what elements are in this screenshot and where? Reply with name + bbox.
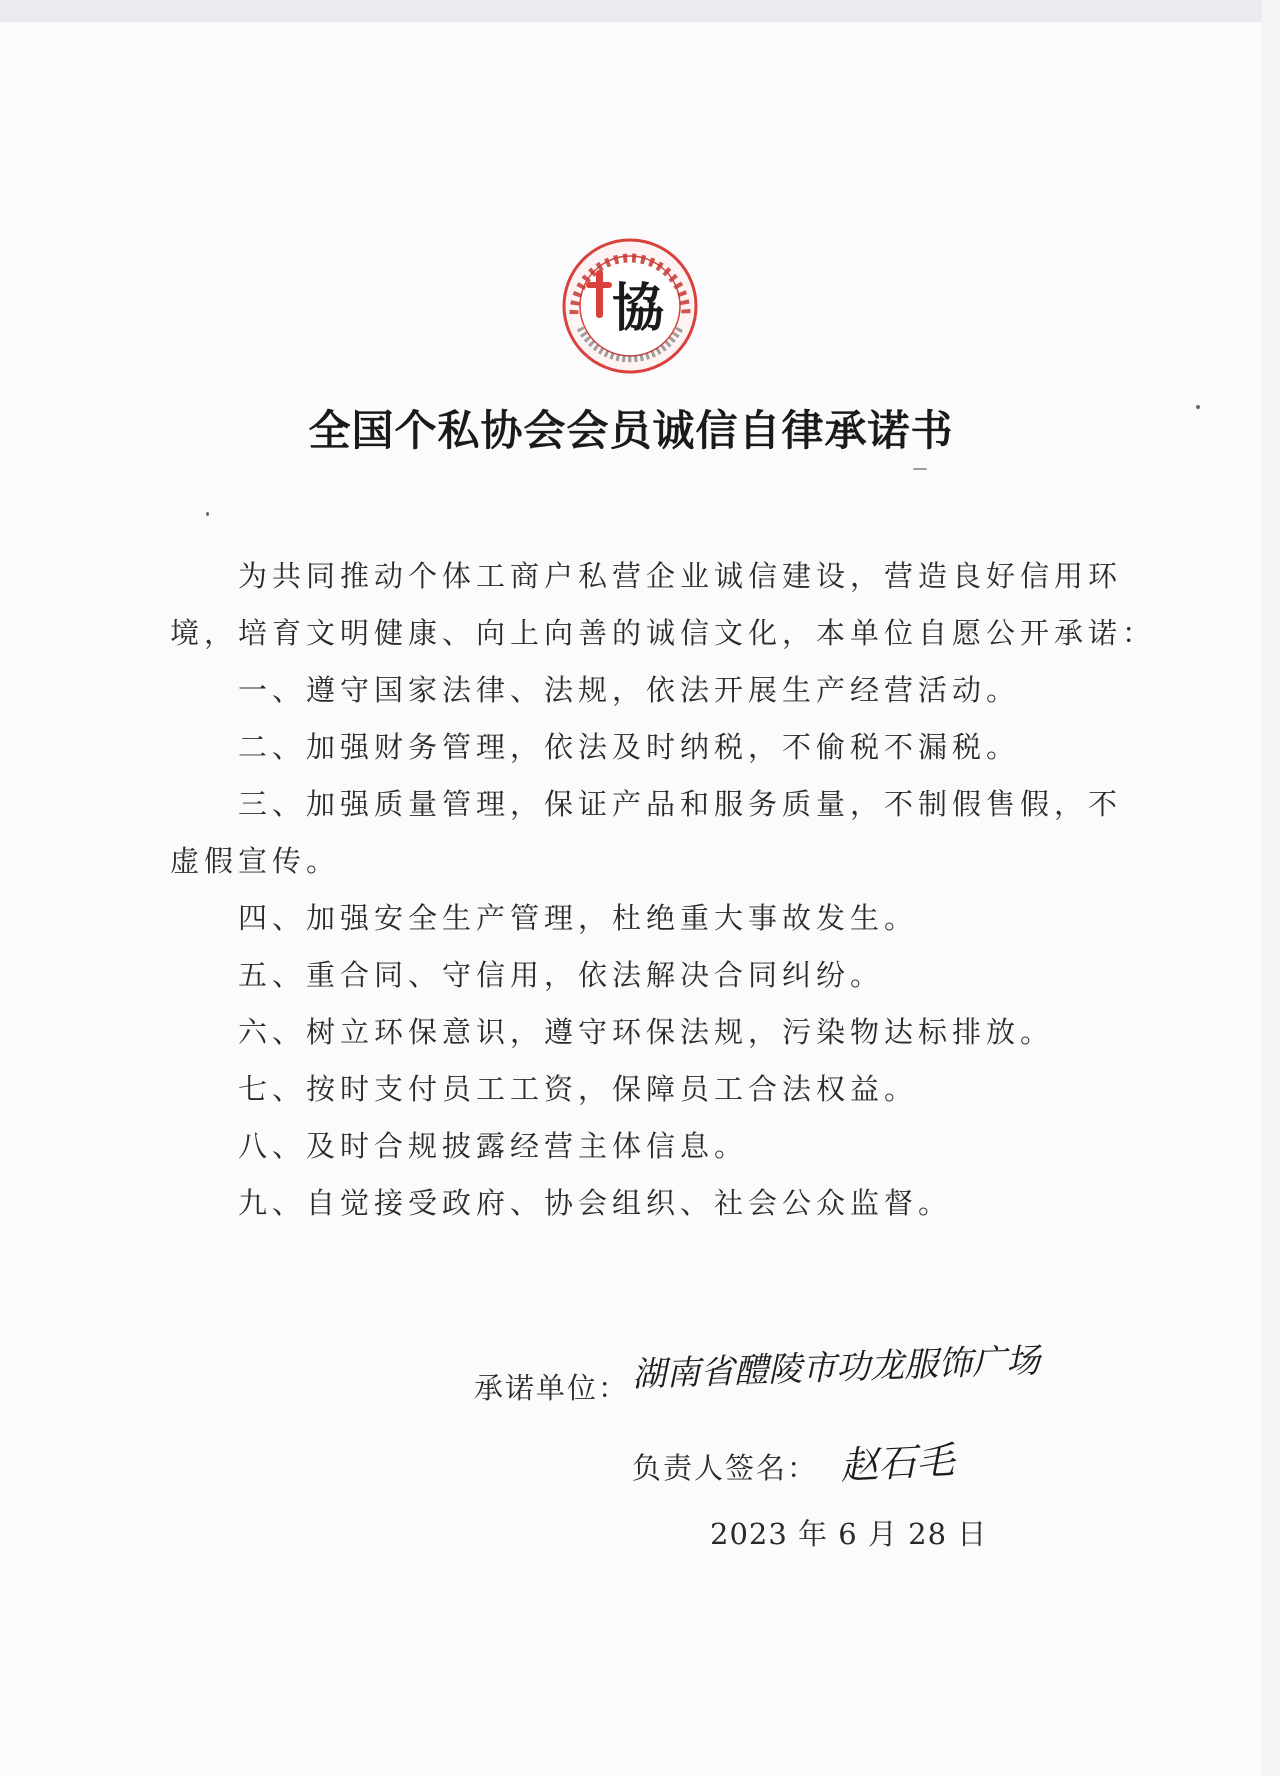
commitment-item-continued: 虚假宣传。 bbox=[170, 844, 341, 878]
scan-speck bbox=[913, 468, 927, 470]
commitment-item: 五、重合同、守信用，依法解决合同纠纷。 bbox=[238, 958, 885, 992]
commitment-item: 二、加强财务管理，依法及时纳税，不偷税不漏税。 bbox=[238, 730, 1021, 764]
commitment-item: 一、遵守国家法律、法规，依法开展生产经营活动。 bbox=[238, 673, 1021, 707]
page-title: 全国个私协会会员诚信自律承诺书 bbox=[308, 406, 954, 455]
person-handwritten-signature: 赵石毛 bbox=[839, 1438, 956, 1488]
commitment-body bbox=[170, 548, 1157, 1232]
association-logo-icon bbox=[560, 236, 700, 376]
intro-line: 为共同推动个体工商户私营企业诚信建设，营造良好信用环 bbox=[238, 559, 1123, 593]
commitment-item: 七、按时支付员工工资，保障员工合法权益。 bbox=[238, 1072, 919, 1106]
person-label: 负责人签名： bbox=[632, 1451, 819, 1485]
intro-line: 境，培育文明健康、向上向善的诚信文化，本单位自愿公开承诺： bbox=[170, 616, 1157, 650]
unit-label: 承诺单位： bbox=[474, 1371, 630, 1405]
page-edge bbox=[1262, 0, 1280, 1776]
unit-handwritten-name: 湖南省醴陵市功龙服饰广场 bbox=[631, 1340, 1041, 1396]
commitment-item: 九、自觉接受政府、协会组织、社会公众监督。 bbox=[238, 1186, 953, 1220]
logo-glyph: 協 bbox=[611, 278, 665, 339]
signing-date: 2023 年 6 月 28 日 bbox=[710, 1517, 988, 1551]
commitment-item: 八、及时合规披露经营主体信息。 bbox=[238, 1129, 749, 1163]
commitment-item: 四、加强安全生产管理，杜绝重大事故发生。 bbox=[238, 901, 919, 935]
commitment-item: 六、树立环保意识，遵守环保法规，污染物达标排放。 bbox=[238, 1015, 1055, 1049]
scan-speck bbox=[206, 512, 209, 516]
commitment-item: 三、加强质量管理，保证产品和服务质量，不制假售假，不 bbox=[238, 787, 1123, 821]
